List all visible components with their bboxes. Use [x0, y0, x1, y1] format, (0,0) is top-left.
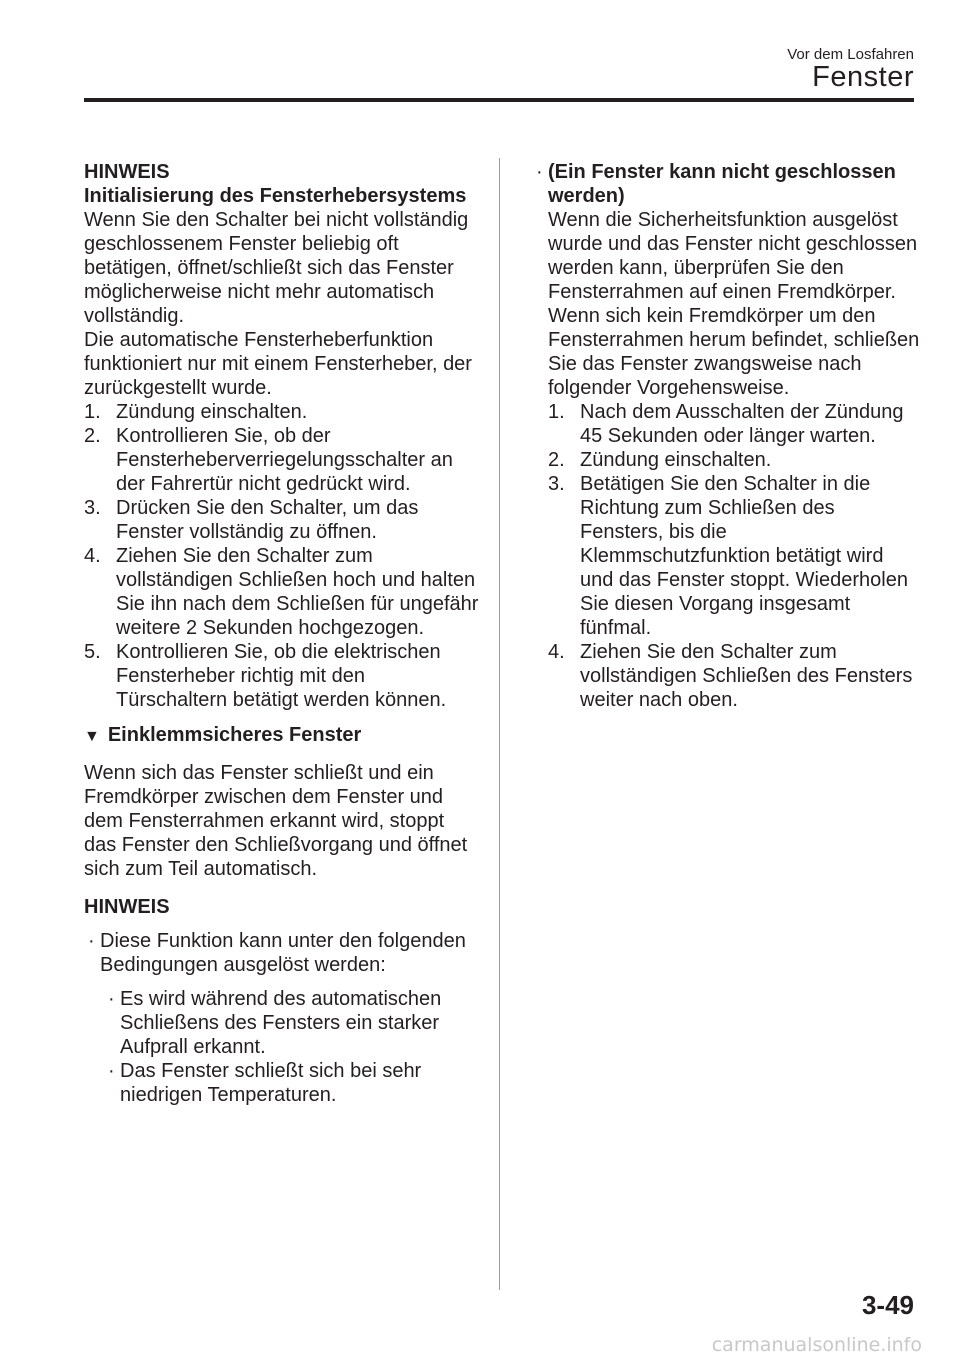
bullet-item — [532, 160, 922, 712]
step-text: Drücken Sie den Schalter, um das Fenster vollständig zu öffnen. — [116, 497, 419, 543]
note-label: HINWEIS — [84, 161, 170, 183]
step-text: Zündung einschalten. — [116, 401, 308, 423]
header-rule — [84, 98, 914, 102]
step-text: Kontrollieren Sie, ob der Fensterheberverriegelungsschalter an der Fahrertür nicht gedrückt wird. — [116, 425, 453, 495]
list-item — [84, 400, 479, 424]
list-item — [548, 640, 922, 712]
bullet-paragraph: Wenn die Sicherheitsfunktion ausgelöst wurde und das Fenster nicht geschlossen werden kann, überprüfen Sie den Fensterrahmen auf einen Fremdkörper. — [548, 209, 918, 303]
bullet-title: (Ein Fenster kann nicht geschlossen werden) — [548, 161, 896, 207]
step-number: 2. — [84, 425, 101, 447]
step-text: Kontrollieren Sie, ob die elektrischen Fensterheber richtig mit den Türschaltern betätigt werden können. — [116, 641, 447, 711]
header-section-label: Vor dem Losfahren — [787, 46, 914, 63]
steps-list — [548, 400, 922, 712]
step-text: Zündung einschalten. — [580, 449, 772, 471]
step-number: 5. — [84, 641, 101, 663]
step-number: 1. — [84, 401, 101, 423]
note-label: HINWEIS — [84, 896, 170, 918]
section-title: Einklemmsicheres Fenster — [107, 724, 362, 746]
bullet-item — [84, 929, 479, 977]
bullet-dot-icon: · — [108, 988, 115, 1010]
list-item — [548, 472, 922, 640]
section-heading — [84, 723, 479, 749]
page-title: Fenster — [812, 61, 914, 93]
triangle-down-icon: ▼ — [84, 728, 100, 745]
list-item — [548, 448, 922, 472]
list-item — [84, 496, 479, 544]
bullet-text: Diese Funktion kann unter den folgenden Bedingungen ausgelöst werden: — [100, 930, 466, 976]
bullet-text: Es wird während des automatischen Schließens des Fensters ein starker Aufprall erkannt. — [120, 988, 442, 1058]
right-column — [532, 160, 922, 712]
column-divider — [499, 158, 500, 1290]
bullet-item — [104, 987, 479, 1059]
list-item — [84, 424, 479, 496]
list-item — [84, 640, 479, 712]
section-paragraph: Wenn sich das Fenster schließt und ein Fremdkörper zwischen dem Fenster und dem Fensterrahmen erkannt wird, stoppt das Fenster den Schließvorgang und öffnet sich zum Teil automatisch. — [84, 762, 468, 880]
bullet-text: Das Fenster schließt sich bei sehr niedrigen Temperaturen. — [120, 1060, 422, 1106]
step-number: 2. — [548, 449, 565, 471]
note-paragraph: Die automatische Fensterheberfunktion funktioniert nur mit einem Fensterheber, der zurückgestellt wurde. — [84, 329, 472, 399]
bullet-paragraph: Wenn sich kein Fremdkörper um den Fensterrahmen herum befindet, schließen Sie das Fenster zwangsweise nach folgender Vorgehensweise. — [548, 305, 920, 399]
step-text: Nach dem Ausschalten der Zündung 45 Sekunden oder länger warten. — [580, 401, 904, 447]
bullet-dot-icon: · — [88, 930, 95, 952]
note-title: Initialisierung des Fensterhebersystems — [84, 185, 467, 207]
bullet-dot-icon: · — [536, 161, 543, 183]
step-number: 4. — [84, 545, 101, 567]
note-paragraph: Wenn Sie den Schalter bei nicht vollständig geschlossenem Fenster beliebig oft betätigen, öffnet/schließt sich das Fenster möglicherweise nicht mehr automatisch vollständig. — [84, 209, 469, 327]
list-item — [548, 400, 922, 448]
step-text: Betätigen Sie den Schalter in die Richtung zum Schließen des Fensters, bis die Klemmschutzfunktion betätigt wird und das Fenster stoppt. Wiederholen Sie diesen Vorgang insgesamt fünfmal. — [580, 473, 908, 639]
watermark: carmanualsonline.info — [711, 1334, 922, 1356]
step-number: 4. — [548, 641, 565, 663]
step-text: Ziehen Sie den Schalter zum vollständigen Schließen des Fensters weiter nach oben. — [580, 641, 913, 711]
bullet-dot-icon: · — [108, 1060, 115, 1082]
step-number: 1. — [548, 401, 565, 423]
bullet-item — [104, 1059, 479, 1107]
list-item — [84, 544, 479, 640]
sub-bullets — [84, 987, 479, 1107]
step-number: 3. — [548, 473, 565, 495]
step-number: 3. — [84, 497, 101, 519]
page-number: 3-49 — [861, 1290, 914, 1320]
left-column — [84, 160, 479, 1107]
steps-list — [84, 400, 479, 712]
step-text: Ziehen Sie den Schalter zum vollständigen Schließen hoch und halten Sie ihn nach dem Schließen für ungefähr weitere 2 Sekunden hochgezogen. — [116, 545, 479, 639]
